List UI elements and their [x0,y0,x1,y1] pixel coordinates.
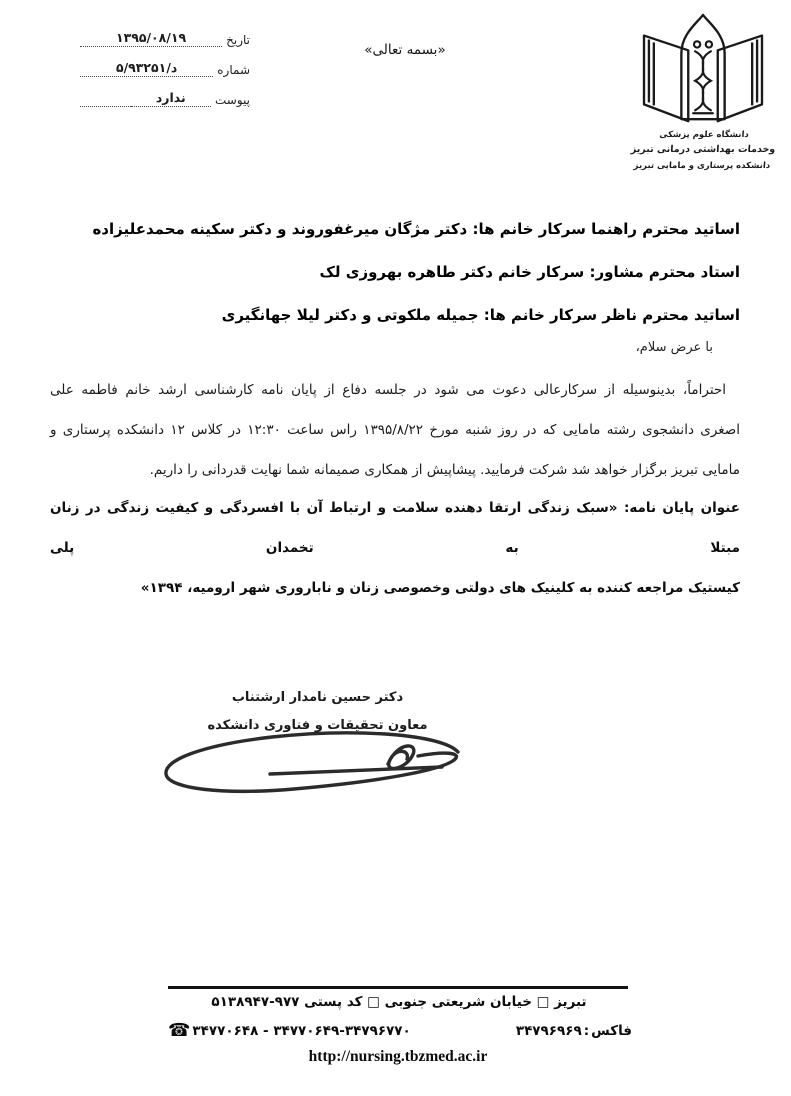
number-label: شماره [217,63,250,77]
footer-divider [168,986,628,989]
footer-address-line [168,994,628,1010]
recipient-line-advisor: استاد محترم مشاور: سرکار خانم دکتر طاهره بهروزی لک [319,263,740,281]
fax-label: فاکس [591,1023,632,1039]
university-logo [628,10,778,173]
salutation-text: با عرض سلام، [635,340,713,355]
recipient-line-examiners: اساتید محترم ناظر سرکار خانم ها: جمیله ملکوتی و دکتر لیلا جهانگیری [221,306,740,324]
logo-caption-line1: دانشگاه علوم پزشکی [659,130,750,140]
telephone-icon: ☎ [168,1020,191,1041]
date-label: تاریخ [226,33,250,47]
fax-group [516,1023,632,1039]
postal-code: ۵۱۳۸۹۴۷-۹۷۷ [211,994,300,1010]
logo-caption-line3: دانشکده پرستاری و مامایی تبریز [633,160,771,171]
open-book-arch-icon [634,10,772,128]
address-text: تبریز □ خیابان شریعتی جنوبی □ کد پستی [304,994,587,1010]
date-row [80,30,250,47]
attachment-label: پیوست [215,93,250,107]
thesis-title-block [50,488,740,608]
recipients-block [50,208,740,337]
signatory-name: دکتر حسین نامدار ارشتناب [231,690,404,705]
besmele-text: «بسمه تعالی» [364,42,446,58]
letter-meta-block [80,30,250,120]
fax-separator: : [583,1023,590,1039]
body-line-1: احتراماً، بدینوسیله از سرکارعالی دعوت می شود در جلسه دفاع از پایان نامه کارشناسی ارشد خانم فاطمه علی [50,382,726,398]
attachment-value: ندارد [131,90,211,107]
website-link[interactable]: http://nursing.tbzmed.ac.ir [308,1048,488,1065]
logo-caption [626,128,779,173]
body-line-3: مامایی تبریز برگزار خواهد شد شرکت فرمایید. پیشاپیش از همکاری صمیمانه شما نهایت قدردانی را داریم. [149,462,740,478]
phone-numbers-group [168,1022,411,1040]
phone-numbers: ۳۴۷۷۰۶۴۸ - ۳۴۷۷۰۶۴۹-۳۴۷۹۶۷۷۰ [192,1023,411,1039]
body-line-2: اصغری دانشجوی رشته مامایی که در روز شنبه مورخ ۱۳۹۵/۸/۲۲ راس ساعت ۱۲:۳۰ در کلاس ۱۲ دانشکده پرستاری و [50,422,740,438]
signatory-title: معاون تحقیقات و فناوری دانشکده [207,718,428,733]
footer-website-line [168,1048,628,1066]
number-value: ۵/د/۹۳۲۵۱ [80,60,213,77]
footer-contact-line [168,1022,632,1040]
signature-block [160,690,475,733]
body-paragraph [50,370,740,490]
fax-number: ۳۴۷۹۶۹۶۹ [515,1023,582,1039]
thesis-title-line-2: کیستیک مراجعه کننده به کلینیک های دولتی وخصوصی زنان و ناباروری شهر ارومیه، ۱۳۹۴» [140,580,740,596]
number-row [80,60,250,77]
recipient-line-supervisors: اساتید محترم راهنما سرکار خانم ها: دکتر مژگان میرغفوروند و دکتر سکینه محمدعلیزاده [92,220,740,238]
thesis-title-line-1: عنوان پایان نامه: «سبک زندگی ارتقا دهنده سلامت و ارتباط آن با افسردگی و کیفیت زندگی در زنان مبتلا به تخمدان پلی [50,500,740,556]
attachment-dotted-line [80,93,131,107]
logo-caption-line2: وخدمات بهداشتی درمانی تبریز [630,144,776,156]
attachment-row [80,90,250,107]
date-value: ۱۳۹۵/۰۸/۱۹ [80,30,222,47]
